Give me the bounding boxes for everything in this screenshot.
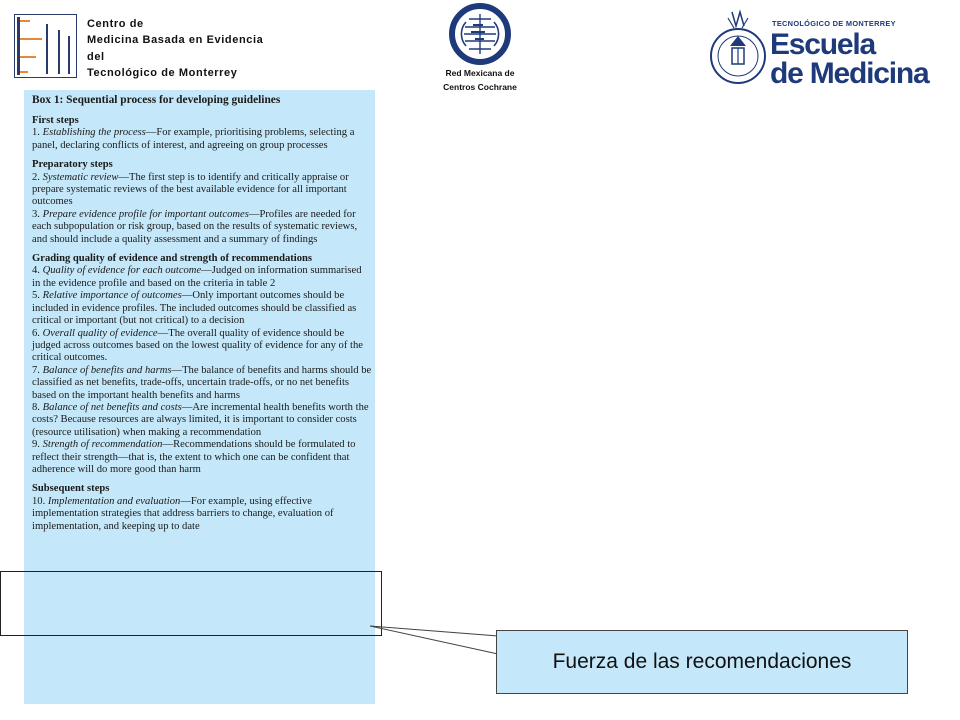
cmbe-line-4: Tecnológico de Monterrey bbox=[87, 66, 238, 79]
escuela-label: Escuela bbox=[770, 28, 876, 61]
tec-seal-icon bbox=[708, 6, 768, 92]
callout-label: Fuerza de las recomendaciones bbox=[552, 650, 852, 673]
step-9: 9. Strength of recommendation—Recommendations should be formulated to reflect their strength—that is, the extent to which one can be confident that adherence will do more good than harm bbox=[32, 439, 356, 475]
section-heading-first-steps: First steps bbox=[32, 115, 79, 126]
step-10: 10. Implementation and evaluation—For example, using effective implementation strategies that address barriers to change, evaluation of implementation, and keeping up to date bbox=[32, 495, 334, 532]
cochrane-emblem-icon bbox=[420, 2, 540, 66]
step-9-highlight bbox=[0, 571, 382, 636]
section-heading-subsequent-steps: Subsequent steps bbox=[32, 483, 110, 495]
cmbe-line-2: Medicina Basada en Evidencia bbox=[87, 34, 264, 47]
cmbe-line-1: Centro de bbox=[87, 18, 144, 30]
section-heading-grading: Grading quality of evidence and strength of recommendations bbox=[32, 253, 313, 265]
cmbe-line-3: del bbox=[87, 50, 105, 63]
step-6: 6. Overall quality of evidence—The overall quality of evidence should be judged across outcomes based on the lowest quality of evidence for any of the critical outcomes. bbox=[32, 327, 363, 364]
box-title: Box 1: Sequential process for developing guidelines bbox=[32, 94, 281, 106]
callout-box bbox=[496, 630, 908, 694]
cmbe-logo bbox=[14, 14, 264, 82]
step-1: 1. Establishing the process—For example, prioritising problems, selecting a panel, declaring conflicts of interest, and agreeing on group processes bbox=[32, 127, 355, 151]
step-8: 8. Balance of net benefits and costs—Are incremental health benefits worth the costs? Because resources are always limited, it is important to consider costs (resource utilisation) when making a recommendation bbox=[32, 401, 369, 438]
step-4: 4. Quality of evidence for each outcome—Judged on information summarised in the evidence profile and based on the criteria in table 2 bbox=[32, 265, 362, 289]
step-5: 5. Relative importance of outcomes—Only important outcomes should be included in evidence profiles. The included outcomes should be classified as critical or important (but not critical) to a decision bbox=[32, 290, 357, 327]
tec-monterrey-label: TECNOLÓGICO DE MONTERREY bbox=[772, 19, 896, 28]
cochrane-caption-1: Red Mexicana de bbox=[445, 68, 515, 78]
escuela-medicina-logo bbox=[708, 6, 953, 92]
medicina-label: de Medicina bbox=[770, 57, 929, 90]
cochrane-caption-2: Centros Cochrane bbox=[443, 82, 517, 92]
step-3: 3. Prepare evidence profile for important outcomes—Profiles are needed for each subpopulation or risk group, based on the results of systematic reviews, and should include a quality assessment and a summary of findings bbox=[32, 208, 358, 245]
step-2: 2. Systematic review—The first step is to identify and critically appraise or prepare systematic reviews of the best available evidence for all important outcomes bbox=[32, 171, 349, 208]
cochrane-logo bbox=[420, 2, 540, 98]
section-heading-preparatory-steps: Preparatory steps bbox=[32, 159, 113, 171]
cmbe-emblem-icon bbox=[14, 14, 80, 80]
step-7: 7. Balance of benefits and harms—The balance of benefits and harms should be classified as net benefits, trade-offs, uncertain trade-offs, or no net benefits based on the important health benefits and harms bbox=[32, 364, 372, 401]
